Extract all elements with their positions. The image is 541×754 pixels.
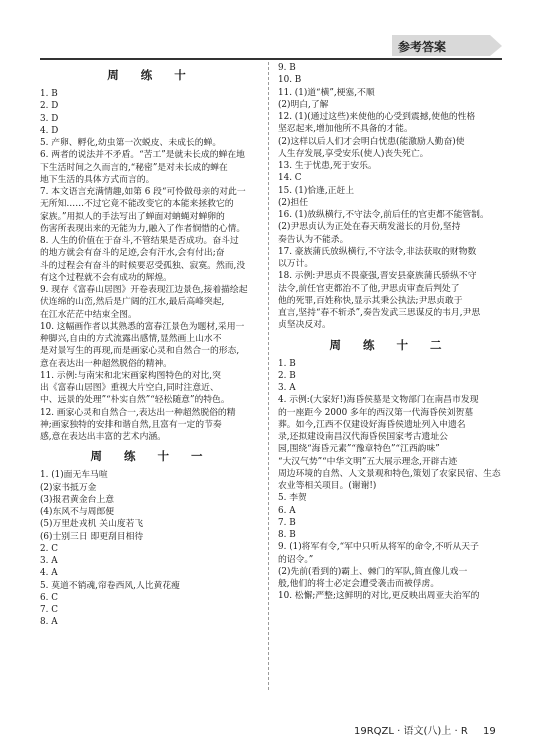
answer-line: 7. B bbox=[278, 517, 296, 528]
answer-line: 伤害所表现出来的无能为力,融入了作者悯惜的心情。 bbox=[40, 223, 246, 234]
answer-line: 5. 李贺 bbox=[278, 493, 307, 504]
answer-line: 出《富春山居图》重视大片空白,同时注意近、 bbox=[40, 383, 219, 393]
answer-line: (2)尹思贞认为正处在春天萌发滋长的月份,坚持 bbox=[278, 222, 461, 233]
answer-line: 的诏令。” bbox=[278, 554, 314, 565]
section-heading: 周 练 十 bbox=[107, 68, 195, 82]
answer-line: (2)先前(看到的)霸上、棘门的军队,简直像儿戏一 bbox=[278, 566, 468, 577]
answer-line: 3. D bbox=[40, 113, 59, 124]
answer-line: 的一座距今 2000 多年的西汉第一代海昏侯刘贺墓 bbox=[278, 407, 474, 418]
header-rule bbox=[40, 58, 502, 60]
answer-line: 10. 这幅画作者以其熟悉的富春江景色为题材,采用一 bbox=[40, 321, 245, 332]
answer-line: 法令,前任官吏都治不了他,尹思贞审查后判处了 bbox=[278, 283, 460, 294]
answer-line: 9. (1)将军有令,“军中只听从将军的命令,不听从天子 bbox=[278, 542, 479, 553]
answer-line: 无所知……不过它竟不能改变它的本能来拯救它的 bbox=[40, 199, 234, 210]
answer-line: 意在表达出一种超然脱俗的精神。 bbox=[40, 358, 172, 369]
answer-line: 15. (1)恰逢,正赶上 bbox=[278, 185, 355, 196]
answer-line: 16. (1)放纵横行,不守法令,前后任的官吏都不能管制。 bbox=[278, 210, 489, 220]
answer-line: 坚忍起来,增加他所不具备的才能。 bbox=[278, 124, 413, 135]
answer-line: 周边环境的自然、人文景观和特色,策划了农家民宿、生态 bbox=[278, 468, 501, 479]
answer-line: 6. 两者的说法并不矛盾。“苦工”是就未长成的蝉在地 bbox=[40, 150, 245, 161]
answer-line: (2)家书抵万金 bbox=[40, 482, 97, 493]
answer-line: 5. 莫道不销魂,帘卷西风,人比黄花瘦 bbox=[40, 580, 180, 591]
answer-line: (2)明白,了解 bbox=[278, 99, 329, 110]
answer-line: 7. 本文语言充满情趣,如第 6 段“可怜做母亲的对此一 bbox=[40, 187, 246, 197]
answer-line: 是对景写生的再现,而是画家心灵和自然合一的形态, bbox=[40, 346, 240, 357]
answer-line: 斗的过程会有奋斗的时候要忍受孤独、寂寞。然而,没 bbox=[40, 260, 246, 271]
answer-line: 4. 示例:(大家好!)海昏侯墓是文物部门在南昌市发现 bbox=[278, 395, 479, 406]
column-divider bbox=[268, 62, 269, 690]
answer-line: 2. C bbox=[40, 543, 58, 554]
answer-line: 5. 产卵、孵化,幼虫第一次蜕皮、未成长的蝉。 bbox=[40, 138, 222, 148]
answer-line: 2. D bbox=[40, 101, 59, 112]
answer-line: 以万计。 bbox=[278, 259, 314, 269]
right-column bbox=[278, 62, 502, 603]
badge-arrow-icon bbox=[490, 35, 502, 56]
answer-line: 18. 示例:尹思贞不畏豪强,晋安县豪族蒲氏骄纵不守 bbox=[278, 271, 477, 282]
answer-line: 神;画家独特的安排和谐自然,且富有一定的节奏 bbox=[40, 419, 222, 430]
answer-line: 4. D bbox=[40, 125, 59, 136]
answer-line: “大汉气势”“中华文明”五大展示理念,开辟古迹 bbox=[278, 456, 458, 467]
answer-line: 9. 现存《富春山居图》开卷表现江边景色,接着描绘起 bbox=[40, 285, 248, 295]
answer-line: 种脚兴,自由的方式流露出感情,显然画上山水不 bbox=[40, 334, 222, 344]
answer-line: 2. B bbox=[278, 370, 296, 381]
answer-key-badge-label: 参考答案 bbox=[398, 40, 447, 54]
answer-line: 6. C bbox=[40, 592, 58, 603]
answer-line: 葬。如今,江西不仅建设好海昏侯遗址列入申遗名 bbox=[278, 419, 466, 430]
answer-line: 地下生活的具体方式而言的。 bbox=[40, 174, 155, 185]
answer-line: 7. C bbox=[40, 605, 58, 615]
answer-line: 园,围绕“海昏元素”“豫章特色”“江西韵味” bbox=[278, 444, 440, 455]
answer-line: (4)东风不与周郎便 bbox=[40, 507, 115, 517]
section-heading: 周 练 十 一 bbox=[90, 449, 212, 464]
answer-line: 在江水茫茫中结束全图。 bbox=[40, 309, 137, 320]
answer-line: 11. (1)道“横”,梗塞,不顺 bbox=[278, 87, 375, 98]
answer-line: 奏告认为不能杀。 bbox=[278, 234, 349, 245]
answer-line: 10. 松懈;严整;这鲜明的对比,更反映出周亚夫治军的 bbox=[278, 591, 480, 602]
answer-line: 6. A bbox=[278, 505, 296, 516]
answer-line: 13. 生于忧患,死于安乐。 bbox=[278, 161, 377, 171]
answer-line: (5)万里赴戎机 关山度若飞 bbox=[40, 519, 144, 530]
answer-line: 家族。”用拟人的手法写出了蝉面对蚋蝇对蝉卵的 bbox=[40, 211, 225, 222]
answer-line: 12. (1)(通过这些)来使他的心受到震撼,使他的性格 bbox=[278, 112, 476, 122]
answer-line: 人生存发展,享受安乐(使人)丧失死亡。 bbox=[278, 148, 429, 159]
left-column bbox=[40, 62, 262, 629]
answer-line: 1. B bbox=[40, 89, 58, 99]
answer-line: 14. C bbox=[278, 173, 302, 184]
answer-line: 12. 画家心灵和自然合一,表达出一种超然脱俗的精 bbox=[40, 407, 236, 418]
answer-line: 他的死罪,百姓称快,显示其秉公执法;尹思贞敢于 bbox=[278, 295, 463, 306]
answer-line: 11. 示例:与南宋和北宋画家构图特色的对比,突 bbox=[40, 370, 221, 381]
answer-line: (2)担任 bbox=[278, 197, 309, 208]
section-heading: 周 练 十 二 bbox=[329, 337, 451, 352]
answer-line: 1. B bbox=[278, 358, 296, 369]
answer-line: 10. B bbox=[278, 75, 302, 86]
answer-line: 贞坚决反对。 bbox=[278, 320, 331, 331]
answer-line: 3. A bbox=[40, 556, 58, 566]
answer-line: 伏连绵的山峦,然后是广阔的江水,最后高峰突起, bbox=[40, 297, 225, 308]
answer-line: 9. B bbox=[278, 63, 296, 73]
answer-line: 1. (1)面无车马喧 bbox=[40, 470, 108, 481]
answer-line: 中、远景的处理”“朴实自然”“轻松随意”的特色。 bbox=[40, 395, 230, 406]
answer-line: 8. 人生的价值在于奋斗,不管结果是否成功。奋斗过 bbox=[40, 236, 239, 246]
answer-line: 17. 豪族蒲氏放纵横行,不守法令,非法获取的财物数 bbox=[278, 246, 477, 257]
page-footer bbox=[354, 722, 496, 737]
answer-line: 般,他们的将士必定会遭受袭击而被俘虏。 bbox=[278, 579, 440, 589]
answer-line: (2)这样以后人们才会明白忧患(能激励人勤奋)使 bbox=[278, 136, 465, 147]
answer-line: 感,意在表达出丰富的艺术内涵。 bbox=[40, 432, 166, 442]
answer-line: 4. A bbox=[40, 568, 58, 579]
answer-line: 农业等相关项目。(谢谢!) bbox=[278, 481, 377, 491]
answer-line: 下生活时间之久而言的,“秘密”是对未长成的蝉在 bbox=[40, 162, 228, 173]
footer-book-code: 19RQZL · 语文(八)上 · R bbox=[354, 726, 468, 737]
page-number: 19 bbox=[482, 726, 496, 737]
answer-line: (3)报君黄金台上意 bbox=[40, 494, 115, 505]
answer-line: 直言,坚持“春不斩杀”,奏告发武三思谋反的韦月,尹思 bbox=[278, 308, 481, 318]
answer-line: 有这个过程就不会有成功的辉煌。 bbox=[40, 272, 172, 283]
answer-line: 的地方就会有奋斗的足迹,会有汗水,会有付出;奋 bbox=[40, 248, 225, 259]
answer-line: 录,还拟建设南昌汉代海昏侯国家考古遗址公 bbox=[278, 432, 448, 442]
answer-line: 8. B bbox=[278, 530, 296, 540]
answer-line: 8. A bbox=[40, 617, 58, 628]
answer-line: (6)士别三日 即更刮目相待 bbox=[40, 531, 144, 542]
answer-line: 3. A bbox=[278, 383, 296, 393]
